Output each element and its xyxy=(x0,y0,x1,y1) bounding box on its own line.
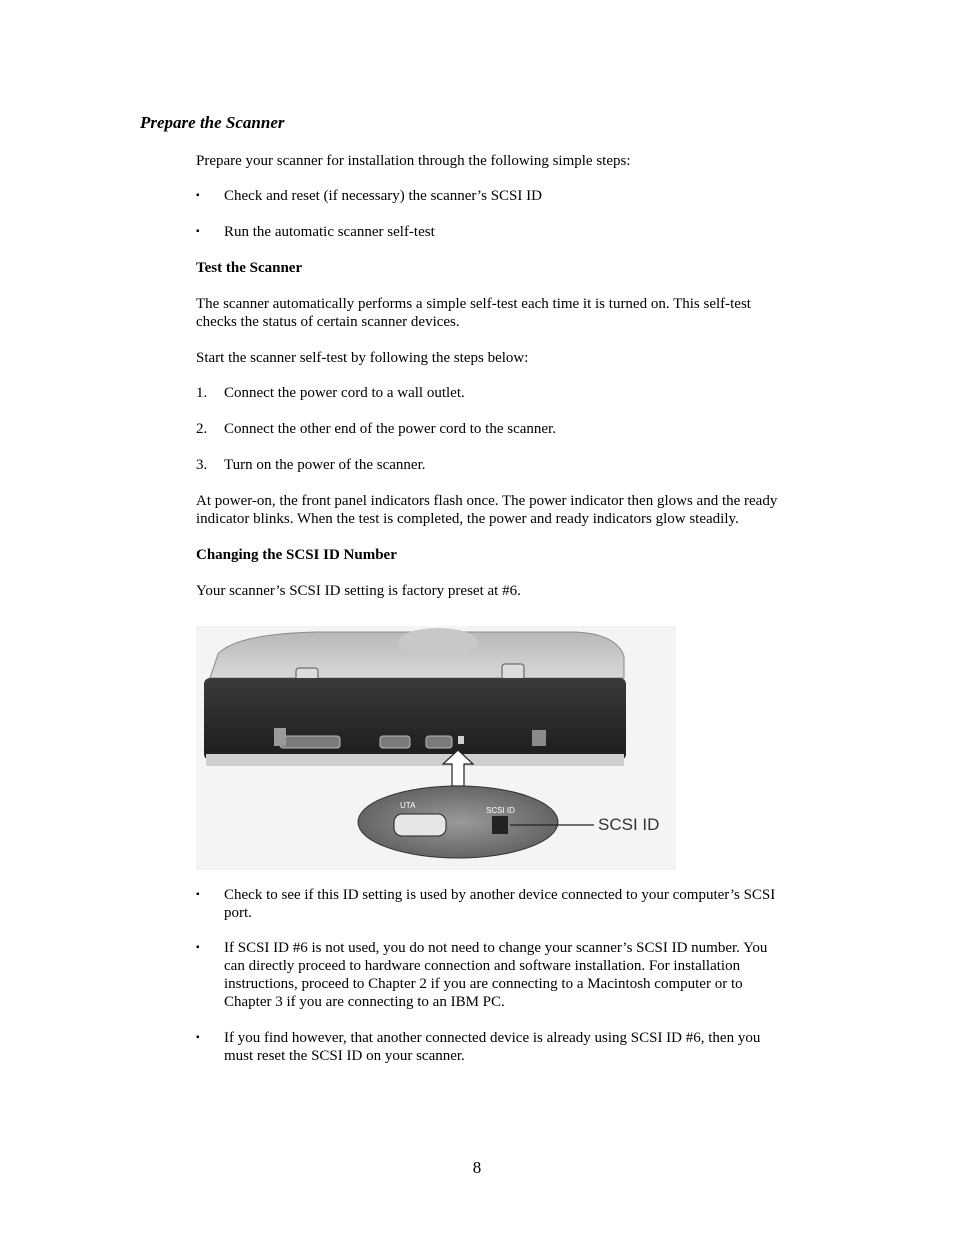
bullet-marker: ▪ xyxy=(196,1032,200,1043)
scsi-id-callout-label: SCSI ID xyxy=(598,815,660,834)
step-number: 1. xyxy=(196,385,208,401)
test-steps-intro: Start the scanner self-test by following the steps below: xyxy=(196,350,529,366)
uta-label: UTA xyxy=(400,801,416,810)
prep-step-text: Check and reset (if necessary) the scanner’s SCSI ID xyxy=(224,188,542,204)
bullet-marker: ▪ xyxy=(196,226,200,237)
text-line: At power-on, the front panel indicators flash once. The power indicator then glows and the ready xyxy=(196,493,778,509)
text-line: indicator blinks. When the test is completed, the power and ready indicators glow steadily. xyxy=(196,511,739,527)
page-number: 8 xyxy=(472,1158,482,1177)
zoom-detail xyxy=(358,786,558,858)
scanner-rear-figure xyxy=(196,626,676,870)
step-text: Connect the other end of the power cord to the scanner. xyxy=(224,421,556,437)
bullet-marker: ▪ xyxy=(196,942,200,953)
bullet-text xyxy=(224,939,814,1011)
text-line: port. xyxy=(224,905,252,921)
scsi-bullet-item xyxy=(196,1029,816,1065)
uta-connector xyxy=(394,814,446,836)
scanner-base xyxy=(206,754,624,766)
text-line: can directly proceed to hardware connection and software installation. For installation xyxy=(224,958,741,974)
test-heading: Test the Scanner xyxy=(196,260,303,276)
uta-port xyxy=(426,736,452,748)
text-line: If you find however, that another connected device is already using SCSI ID #6, then you xyxy=(224,1030,761,1046)
step-text: Connect the power cord to a wall outlet. xyxy=(224,385,465,401)
scanner-body xyxy=(204,678,626,760)
scsi-id-switch xyxy=(458,736,464,744)
bullet-marker: ▪ xyxy=(196,190,200,201)
text-line: If SCSI ID #6 is not used, you do not need to change your scanner’s SCSI ID number. You xyxy=(224,940,768,956)
power-socket xyxy=(532,730,546,746)
text-line: instructions, proceed to Chapter 2 if you are connecting to a Macintosh computer or to xyxy=(224,976,743,992)
bullet-text xyxy=(224,1029,814,1065)
scsi-id-small-label: SCSI ID xyxy=(486,806,515,815)
scsi-port-2 xyxy=(380,736,410,748)
scsi-id-dial xyxy=(492,816,508,834)
text-line: must reset the SCSI ID on your scanner. xyxy=(224,1048,465,1064)
scanner-illustration xyxy=(196,626,676,870)
scsi-bullet-item xyxy=(196,886,816,922)
scsi-bullet-item xyxy=(196,939,816,1011)
step-number: 2. xyxy=(196,421,208,437)
section-title: Prepare the Scanner xyxy=(140,113,285,132)
text-line: checks the status of certain scanner devices. xyxy=(196,314,460,330)
step-text: Turn on the power of the scanner. xyxy=(224,457,426,473)
step-number: 3. xyxy=(196,457,208,473)
test-paragraph xyxy=(196,295,816,331)
bullet-marker: ▪ xyxy=(196,889,200,900)
scsi-preset-paragraph: Your scanner’s SCSI ID setting is factory preset at #6. xyxy=(196,583,521,599)
test-result-paragraph xyxy=(196,492,816,528)
side-fixture xyxy=(274,728,286,746)
intro-paragraph: Prepare your scanner for installation through the following simple steps: xyxy=(196,153,631,169)
text-line: Chapter 3 if you are connecting to an IBM PC. xyxy=(224,994,505,1010)
bullet-text xyxy=(224,886,814,922)
scsi-heading: Changing the SCSI ID Number xyxy=(196,547,397,563)
text-line: The scanner automatically performs a simple self-test each time it is turned on. This self-test xyxy=(196,296,751,312)
scsi-port-1 xyxy=(280,736,340,748)
text-line: Check to see if this ID setting is used by another device connected to your computer’s SCSI xyxy=(224,887,776,903)
prep-step-text: Run the automatic scanner self-test xyxy=(224,224,435,240)
lid-hump xyxy=(398,628,478,656)
